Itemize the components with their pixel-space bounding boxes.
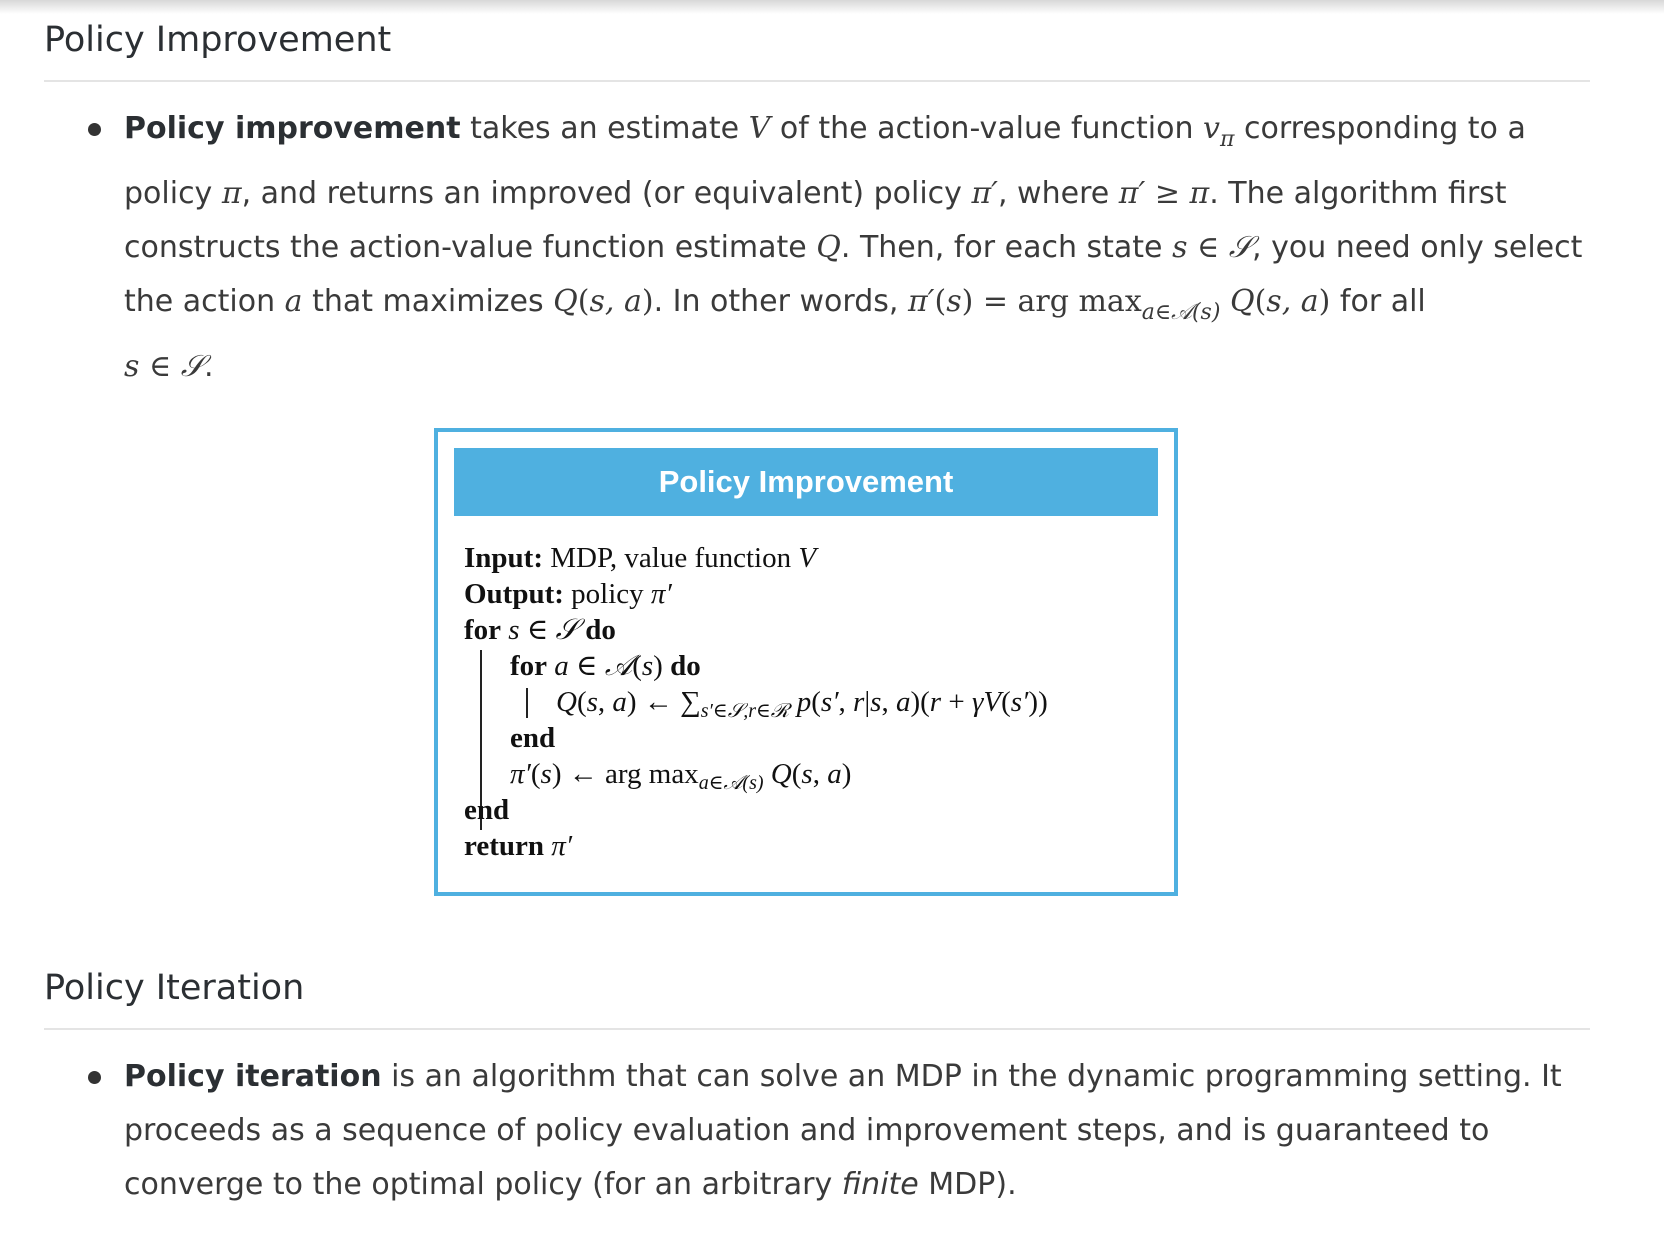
bullet-icon [88, 1071, 101, 1084]
policy-iteration-paragraph: Policy iteration is an algorithm that can solve an MDP in the dynamic programming setting. It proceeds as a sequence of policy evaluation and improvement steps, and is guaranteed to converge to the optimal policy (for an arbitrary finite MDP). [124, 1059, 1562, 1202]
algo-output-line: Output: policy π′ [464, 578, 672, 610]
algo-outer-end-line: end [464, 794, 510, 826]
loop-bar-inner [526, 688, 528, 718]
section-heading-policy-iteration: Policy Iteration [44, 968, 305, 1008]
heading-divider [44, 1028, 1590, 1030]
section-heading-policy-improvement: Policy Improvement [44, 20, 392, 60]
term-policy-improvement: Policy improvement [124, 111, 461, 146]
algo-input-line: Input: MDP, value function V [464, 542, 817, 574]
algo-for-state-line: for s ∈ 𝒮 do [464, 614, 616, 646]
bullet-icon [88, 123, 101, 136]
algorithm-title: Policy Improvement [454, 448, 1158, 516]
algo-for-action-line: for a ∈ 𝒜(s) do [510, 650, 701, 682]
term-policy-iteration: Policy iteration [124, 1059, 382, 1094]
emphasis-finite: finite [841, 1167, 919, 1202]
algorithm-box [434, 428, 1178, 896]
heading-divider [44, 80, 1590, 82]
algo-policy-update-line: π′(s) ← arg $\max_{a\in 𝒜(s)} Q(s$, a) [510, 758, 852, 794]
algo-inner-end-line: end [510, 722, 556, 754]
policy-improvement-paragraph: Policy improvement takes an estimate V of the action-value function $v_\pi$ corresponding to a policy π, and returns an improved (or equivalent) policy π′, where π′ ≥ π. The algorithm first constructs the action-value function estimate Q. Then, for each state s ∈ 𝒮, you need only select the action a that maximizes Q(s, a). In other words, π′(s) = arg $\max_{a\in 𝒜(s)} Q(s$, a) for all s ∈ 𝒮. [124, 111, 1583, 384]
algo-q-update-line: Q(s, a) ← $\sum_{s'\in 𝒮,r\in ℛ}$ p(s′, r|s, a)(r + γV(s′)) [556, 686, 1048, 722]
algo-return-line: return π′ [464, 830, 573, 862]
